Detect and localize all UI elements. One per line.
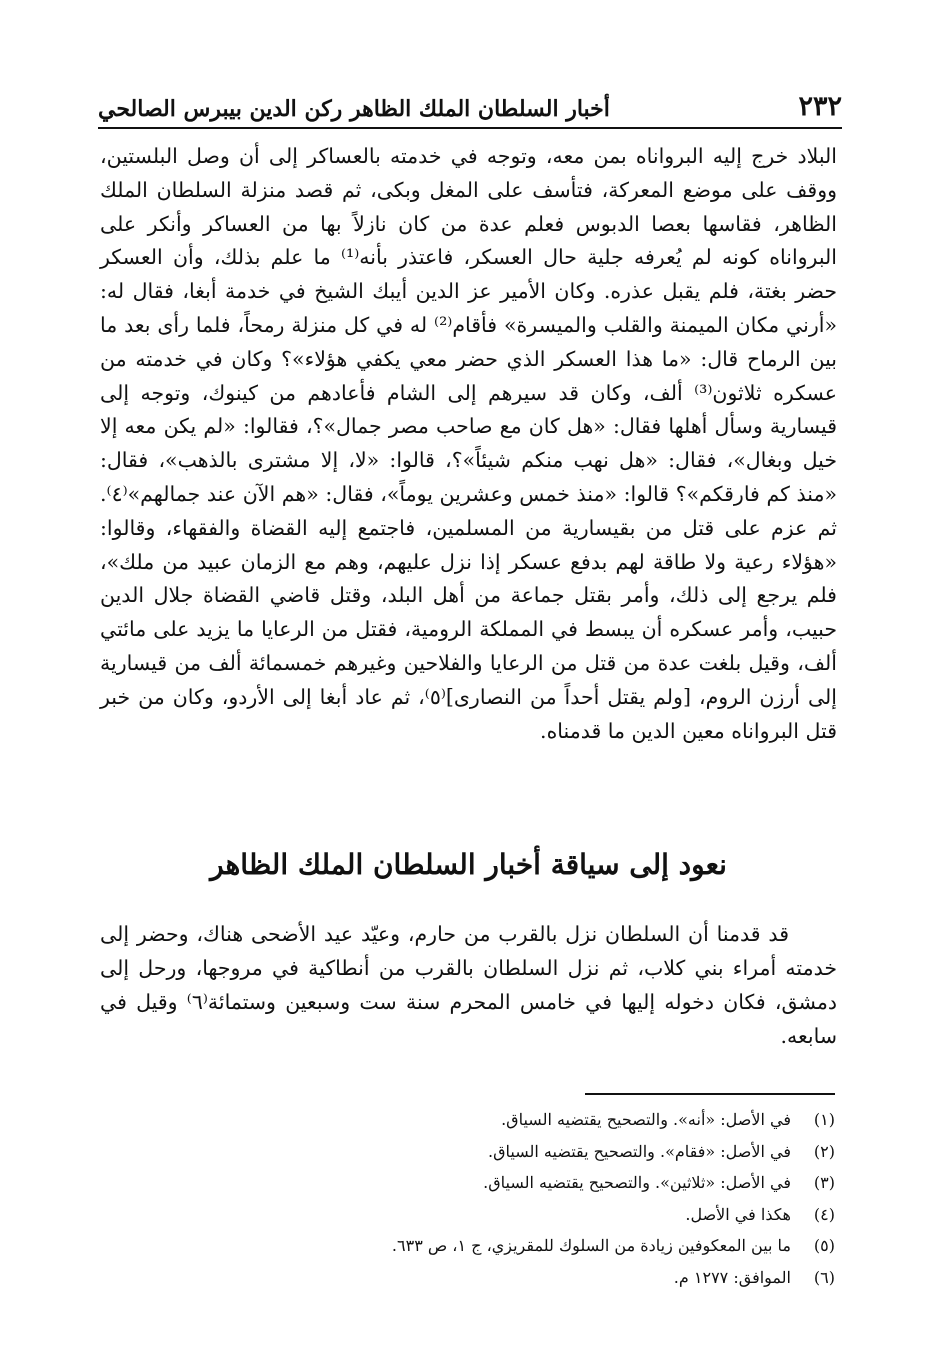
footnote-text: الموافق: ١٢٧٧ م. xyxy=(673,1267,791,1287)
footnote-item xyxy=(300,1230,835,1262)
section-heading: نعود إلى سياقة أخبار السلطان الملك الظاهر xyxy=(210,848,727,881)
footnote-text: ما بين المعكوفين زيادة من السلوك للمقريزي، ج ١، ص ٦٣٣. xyxy=(391,1236,791,1255)
footnote-item xyxy=(300,1104,835,1136)
footnote-text: هكذا في الأصل. xyxy=(685,1204,791,1224)
header-divider xyxy=(98,127,842,129)
footnote-number: (٣) xyxy=(813,1173,835,1192)
main-text-block xyxy=(100,140,837,748)
footnote-text: في الأصل: «أنه». والتصحيح يقتضيه السياق. xyxy=(501,1110,791,1129)
footnote-divider xyxy=(585,1093,835,1095)
footnote-item xyxy=(300,1199,835,1231)
footnote-number: (٢) xyxy=(813,1141,835,1161)
section-paragraph: قد قدمنا أن السلطان نزل بالقرب من حارم، وعيّد عيد الأضحى هناك، وحضر إلى خدمته أمراء بني كلاب، ثم نزل السلطان بالقرب من أنطاكية في مروجها، ورحل إلى دمشق، فكان دخوله إليها في خامس المحرم سنة ست وسبعين وستمائة⁽٦⁾ وقيل في سابعه. xyxy=(100,922,837,1048)
footnote-text: في الأصل: «فقام». والتصحيح يقتضيه السياق. xyxy=(488,1141,791,1161)
page-header xyxy=(98,82,842,122)
footnote-number: (١) xyxy=(813,1110,835,1129)
footnote-item xyxy=(300,1262,835,1294)
page-number: ٢٣٢ xyxy=(798,91,842,122)
footnote-number: (٤) xyxy=(813,1204,835,1224)
footnotes xyxy=(300,1104,835,1293)
footnote-item xyxy=(300,1136,835,1168)
footnote-item xyxy=(300,1167,835,1199)
footnote-text: في الأصل: «ثلاثين». والتصحيح يقتضيه السياق. xyxy=(483,1173,791,1192)
section-text-block xyxy=(100,917,837,1053)
footnote-number: (٦) xyxy=(813,1267,835,1287)
paragraph-1: البلاد خرج إليه البرواناه بمن معه، وتوجه في خدمته بالعساكر إلى أن وصل البلستين، ووقف على موضع المعركة، فتأسف على المغل وبكى، ثم قصد منزلة السلطان الملك الظاهر، فقاسها بعصا الدبوس فعلم عدة من كان نازلاً بها من العساكر وأنكر على البرواناه كونه لم يُعرفه جلية حال العسكر، فاعتذر بأنه⁽¹⁾ ما علم بذلك، وأن العسكر حضر بغتة، فلم يقبل عذره. وكان الأمير عز الدين أيبك الشيخ في خدمة أبغا، فقال له: «أرني مكان الميمنة والقلب والميسرة» فأقام⁽²⁾ له في كل منزلة رمحاً، فلما رأى بعد ما بين الرماح قال: «ما هذا العسكر الذي حضر معي يكفي هؤلاء»؟ وكان في خدمته من عسكره ثلاثون⁽³⁾ ألف، وكان قد سيرهم إلى الشام فأعادهم من كينوك، وتوجه إلى قيسارية وسأل أهلها فقال: «هل كان مع صاحب مصر جمال»؟، فقالوا: «لم يكن معه إلا خيل وبغال»، فقال: «هل نهب منكم شيئاً»؟، قالوا: «لا، إلا مشترى بالذهب»، فقال: «منذ كم فارقكم»؟ قالوا: «منذ خمس وعشرين يوماً»، فقال: «هم الآن عند جمالهم»⁽٤⁾. ثم عزم على قتل من بقيسارية من المسلمين، فاجتمع إليه القضاة والفقهاء، وقالوا: «هؤلاء رعية ولا طاقة لهم بدفع عسكر إذا نزل عليهم، وهم مع الزمان عبيد من ملك»، فلم يرجع إلى ذلك، وأمر بقتل جماعة من أهل البلد، وقتل قاضي القضاة جلال الدين حبيب، وأمر عسكره أن يبسط في المملكة الرومية، فقتل من الرعايا ما يزيد على مائتي ألف، وقيل بلغت عدة من قتل من الرعايا والفلاحين وغيرهم خمسمائة ألف من قيسارية إلى أرزن الروم، [ولم يقتل أحداً من النصارى]⁽٥⁾، ثم عاد أبغا إلى الأردو، وكان من خبر قتل البرواناه معين الدين ما قدمناه. xyxy=(100,144,837,743)
running-title: أخبار السلطان الملك الظاهر ركن الدين بيبرس الصالحي xyxy=(98,96,610,122)
footnote-number: (٥) xyxy=(813,1236,835,1255)
